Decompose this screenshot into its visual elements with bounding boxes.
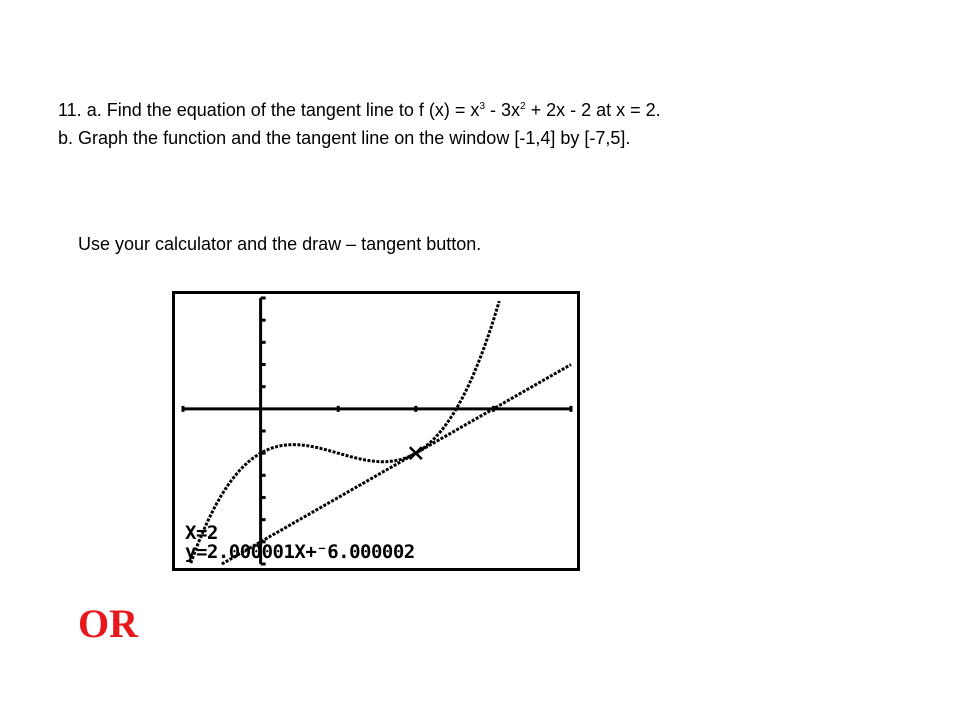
problem-part-a-mid: - 3x <box>485 100 521 120</box>
or-label: OR <box>78 601 138 646</box>
problem-part-a-suffix: + 2x - 2 at x = 2. <box>525 100 661 120</box>
problem-statement <box>58 96 661 152</box>
problem-part-a <box>58 96 661 124</box>
problem-part-b: b. Graph the function and the tangent line on the window [-1,4] by [-7,5]. <box>58 128 631 148</box>
tangent-point-cursor <box>410 447 422 459</box>
calculator-screenshot <box>172 291 580 571</box>
calculator-readout <box>185 524 415 562</box>
instruction-text: Use your calculator and the draw – tangent button. <box>78 234 482 254</box>
exponent-3: 3 <box>479 101 485 112</box>
problem-part-a-prefix: 11. a. Find the equation of the tangent line to f (x) = x <box>58 100 480 120</box>
readout-tangent-equation: y=2.000001X+⁻6.000002 <box>185 541 415 563</box>
exponent-2: 2 <box>520 101 526 112</box>
readout-x-value: X=2 <box>185 522 218 544</box>
